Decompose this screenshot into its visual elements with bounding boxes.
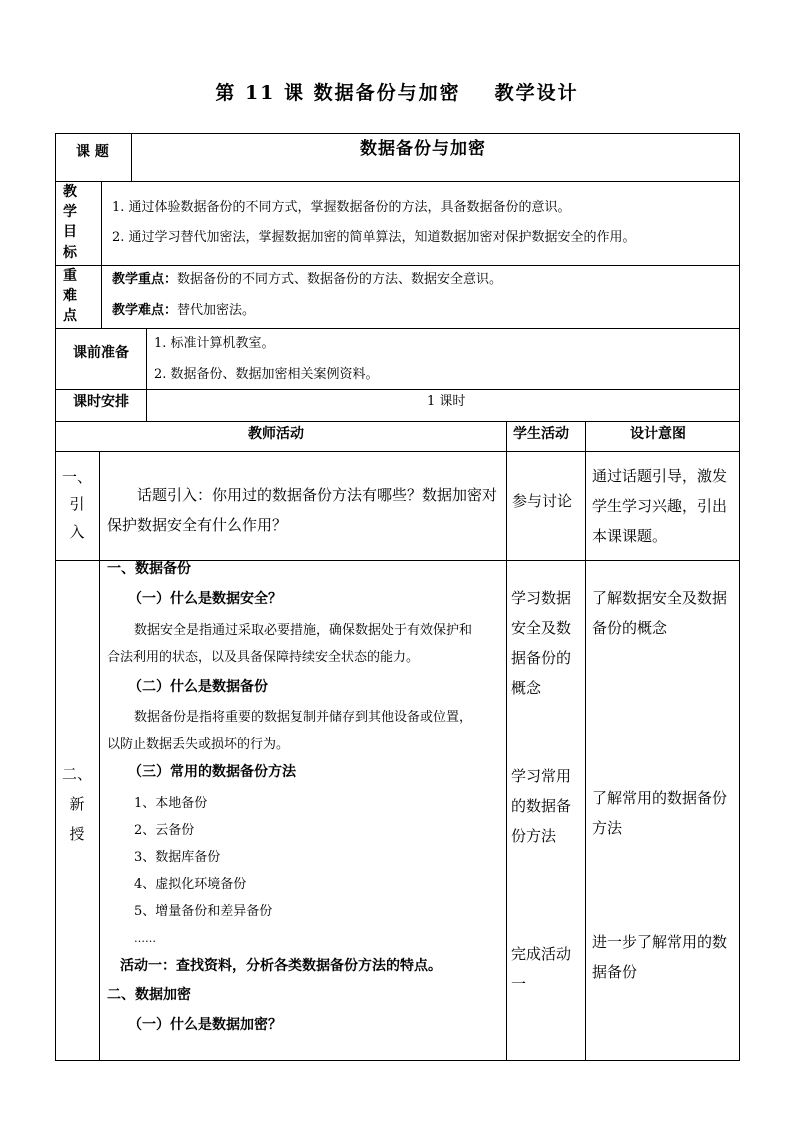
section2-q1: （一）什么是数据加密？ <box>128 1017 282 1033</box>
section1-q2: （二）什么是数据备份 <box>128 679 268 695</box>
topic-title: 数据备份与加密 <box>360 139 486 159</box>
activity-1: 活动一：查找资料，分析各类数据备份方法的特点。 <box>120 958 442 974</box>
title-main: 第 11 课 数据备份与加密 <box>215 82 461 104</box>
intro-label-2: 引 <box>69 495 85 513</box>
header-intent: 设计意图 <box>630 426 686 442</box>
method-2: 2、云备份 <box>134 823 195 838</box>
method-4: 4、虚拟化环境备份 <box>134 877 247 892</box>
new-intent-2: 了解常用的数据备份方法 <box>592 789 728 837</box>
goals-label-2: 学 <box>63 204 77 220</box>
intro-intent: 通过话题引导，激发学生学习兴趣，引出本课课题。 <box>592 467 728 545</box>
method-3: 3、数据库备份 <box>134 850 221 865</box>
new-label-1: 二、 <box>61 765 92 783</box>
header-student: 学生活动 <box>513 426 569 442</box>
header-teacher: 教师活动 <box>248 426 304 442</box>
intro-label-3: 入 <box>69 523 85 541</box>
document-title <box>0 78 794 105</box>
section1-q2-text-1: 数据备份是指将重要的数据复制并储存到其他设备或位置， <box>134 710 473 725</box>
section1-q1: （一）什么是数据安全？ <box>128 591 282 607</box>
key-label-3: 点 <box>63 308 77 324</box>
method-5: 5、增量备份和差异备份 <box>134 904 273 919</box>
new-label-3: 授 <box>69 825 85 843</box>
section1-q1-text-2: 合法利用的状态，以及具备保障持续安全状态的能力。 <box>107 650 420 665</box>
intro-teacher: 话题引入：你用过的数据备份方法有哪些？数据加密对保护数据安全有什么作用？ <box>107 486 498 534</box>
difficult-label: 教学难点： <box>112 303 178 318</box>
prep-item-2: 2. 数据备份、数据加密相关案例资料。 <box>154 367 379 382</box>
goal-2: 2. 通过学习替代加密法，掌握数据加密的简单算法，知道数据加密对保护数据安全的作用。 <box>112 230 636 245</box>
prep-item-1: 1. 标准计算机教室。 <box>154 336 275 351</box>
section1-q2-text-2: 以防止数据丢失或损坏的行为。 <box>107 737 290 752</box>
key-label-2: 难 <box>63 288 77 304</box>
key-points-text: 数据备份的不同方式、数据备份的方法、数据安全意识。 <box>177 272 503 287</box>
difficult-text: 替代加密法。 <box>177 303 256 318</box>
section1-q1-text-1: 数据安全是指通过采取必要措施，确保数据处于有效保护和 <box>134 623 473 638</box>
schedule-value: 1 课时 <box>427 394 466 409</box>
section2-heading: 二、数据加密 <box>107 987 191 1003</box>
section1-heading: 一、数据备份 <box>107 561 191 577</box>
title-suffix: 教学设计 <box>494 82 579 104</box>
new-student-2: 学习常用的数据备份方法 <box>511 767 572 845</box>
method-1: 1、本地备份 <box>134 796 208 811</box>
goals-cell <box>102 182 740 266</box>
difficult-line <box>112 302 255 320</box>
section1-q3: （三）常用的数据备份方法 <box>128 764 296 780</box>
new-intent-3: 进一步了解常用的数据备份 <box>592 933 728 981</box>
new-student-1: 学习数据安全及数据备份的概念 <box>511 589 572 697</box>
key-points-line <box>112 271 502 289</box>
goals-label-1: 教 <box>63 184 77 200</box>
key-points-label: 教学重点： <box>112 272 178 287</box>
intro-label-1: 一、 <box>61 468 92 486</box>
intro-student: 参与讨论 <box>512 492 573 510</box>
new-intent-1: 了解数据安全及数据备份的概念 <box>592 589 728 637</box>
topic-label: 课 题 <box>76 144 109 160</box>
goals-label-4: 标 <box>63 245 77 261</box>
goal-1: 1. 通过体验数据备份的不同方式，掌握数据备份的方法，具备数据备份的意识。 <box>112 200 571 215</box>
method-ellipsis: …… <box>134 932 156 945</box>
new-student-3: 完成活动一 <box>511 945 572 993</box>
schedule-label: 课时安排 <box>73 394 129 410</box>
prep-label: 课前准备 <box>73 345 129 361</box>
key-label-1: 重 <box>63 268 77 284</box>
new-label-2: 新 <box>69 795 85 813</box>
goals-label-3: 目 <box>63 224 77 240</box>
